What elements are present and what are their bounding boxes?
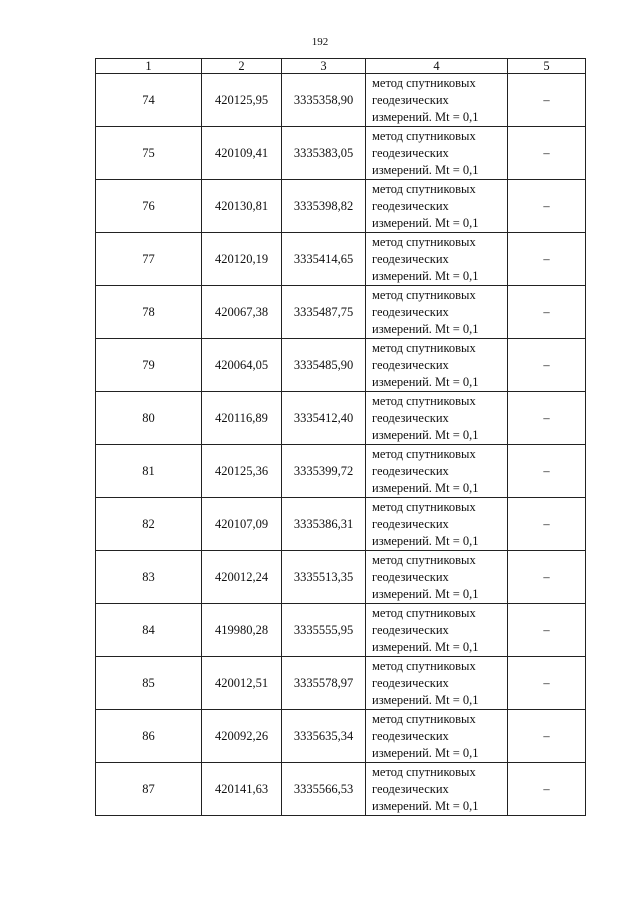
method-line: измерений. Mt = 0,1 — [372, 162, 479, 177]
method-line: геодезических — [372, 410, 449, 425]
column-5-value: – — [508, 233, 586, 286]
method-line: измерений. Mt = 0,1 — [372, 109, 479, 124]
point-number: 82 — [96, 498, 202, 551]
column-5-value: – — [508, 339, 586, 392]
method-line: измерений. Mt = 0,1 — [372, 533, 479, 548]
point-number: 74 — [96, 74, 202, 127]
method-line: метод спутниковых — [372, 711, 476, 726]
column-header-3: 3 — [282, 59, 366, 74]
method-line: измерений. Mt = 0,1 — [372, 215, 479, 230]
column-5-value: – — [508, 127, 586, 180]
method-description — [366, 339, 508, 392]
method-line: геодезических — [372, 516, 449, 531]
coordinate-y: 3335635,34 — [282, 710, 366, 763]
column-5-value: – — [508, 604, 586, 657]
coordinate-x: 420130,81 — [202, 180, 282, 233]
point-number: 77 — [96, 233, 202, 286]
table-row — [96, 763, 586, 816]
method-description — [366, 286, 508, 339]
point-number: 83 — [96, 551, 202, 604]
table-row — [96, 286, 586, 339]
coordinate-y: 3335578,97 — [282, 657, 366, 710]
coordinate-x: 420067,38 — [202, 286, 282, 339]
table-row — [96, 445, 586, 498]
method-line: геодезических — [372, 781, 449, 796]
coordinate-y: 3335412,40 — [282, 392, 366, 445]
page-number: 192 — [311, 36, 329, 48]
column-header-4: 4 — [366, 59, 508, 74]
table-row — [96, 710, 586, 763]
method-line: геодезических — [372, 251, 449, 266]
column-header-5: 5 — [508, 59, 586, 74]
coordinate-x: 420064,05 — [202, 339, 282, 392]
coordinate-x: 420107,09 — [202, 498, 282, 551]
coordinate-y: 3335485,90 — [282, 339, 366, 392]
method-line: измерений. Mt = 0,1 — [372, 268, 479, 283]
table-row — [96, 551, 586, 604]
method-line: геодезических — [372, 728, 449, 743]
method-line: измерений. Mt = 0,1 — [372, 480, 479, 495]
method-line: метод спутниковых — [372, 393, 476, 408]
point-number: 87 — [96, 763, 202, 816]
coordinate-y: 3335555,95 — [282, 604, 366, 657]
column-5-value: – — [508, 286, 586, 339]
method-line: метод спутниковых — [372, 764, 476, 779]
point-number: 76 — [96, 180, 202, 233]
method-description — [366, 763, 508, 816]
column-5-value: – — [508, 657, 586, 710]
table-row — [96, 657, 586, 710]
point-number: 86 — [96, 710, 202, 763]
method-line: метод спутниковых — [372, 287, 476, 302]
column-5-value: – — [508, 445, 586, 498]
method-description — [366, 392, 508, 445]
coordinate-y: 3335383,05 — [282, 127, 366, 180]
table-row — [96, 233, 586, 286]
column-5-value: – — [508, 551, 586, 604]
coordinate-x: 420012,51 — [202, 657, 282, 710]
coordinate-x: 420125,36 — [202, 445, 282, 498]
table-row — [96, 180, 586, 233]
method-line: измерений. Mt = 0,1 — [372, 586, 479, 601]
method-line: геодезических — [372, 569, 449, 584]
table-row — [96, 127, 586, 180]
table-row — [96, 498, 586, 551]
method-line: геодезических — [372, 304, 449, 319]
coordinate-x: 420116,89 — [202, 392, 282, 445]
point-number: 78 — [96, 286, 202, 339]
column-header-2: 2 — [202, 59, 282, 74]
method-line: метод спутниковых — [372, 552, 476, 567]
method-line: метод спутниковых — [372, 340, 476, 355]
method-line: измерений. Mt = 0,1 — [372, 798, 479, 813]
method-line: метод спутниковых — [372, 234, 476, 249]
table-row — [96, 74, 586, 127]
point-number: 81 — [96, 445, 202, 498]
method-description — [366, 233, 508, 286]
method-description — [366, 498, 508, 551]
method-line: измерений. Mt = 0,1 — [372, 374, 479, 389]
coordinate-x: 420141,63 — [202, 763, 282, 816]
coordinate-x: 420109,41 — [202, 127, 282, 180]
point-number: 85 — [96, 657, 202, 710]
method-description — [366, 127, 508, 180]
method-line: метод спутниковых — [372, 446, 476, 461]
coordinate-x: 420120,19 — [202, 233, 282, 286]
column-5-value: – — [508, 392, 586, 445]
method-line: геодезических — [372, 675, 449, 690]
method-line: метод спутниковых — [372, 658, 476, 673]
column-5-value: – — [508, 710, 586, 763]
method-description — [366, 180, 508, 233]
table-row — [96, 392, 586, 445]
coordinate-x: 419980,28 — [202, 604, 282, 657]
method-description — [366, 551, 508, 604]
table-row — [96, 604, 586, 657]
column-5-value: – — [508, 74, 586, 127]
point-number: 80 — [96, 392, 202, 445]
method-description — [366, 445, 508, 498]
method-line: измерений. Mt = 0,1 — [372, 639, 479, 654]
point-number: 75 — [96, 127, 202, 180]
method-description — [366, 657, 508, 710]
method-line: метод спутниковых — [372, 75, 476, 90]
column-5-value: – — [508, 180, 586, 233]
column-header-1: 1 — [96, 59, 202, 74]
method-line: геодезических — [372, 145, 449, 160]
point-number: 79 — [96, 339, 202, 392]
coordinate-y: 3335398,82 — [282, 180, 366, 233]
method-line: геодезических — [372, 92, 449, 107]
point-number: 84 — [96, 604, 202, 657]
method-line: геодезических — [372, 357, 449, 372]
method-line: измерений. Mt = 0,1 — [372, 745, 479, 760]
table-row — [96, 339, 586, 392]
coordinate-y: 3335513,35 — [282, 551, 366, 604]
coordinate-x: 420012,24 — [202, 551, 282, 604]
method-line: метод спутниковых — [372, 605, 476, 620]
coordinate-y: 3335566,53 — [282, 763, 366, 816]
method-line: метод спутниковых — [372, 181, 476, 196]
coordinate-y: 3335358,90 — [282, 74, 366, 127]
coordinate-x: 420125,95 — [202, 74, 282, 127]
method-line: геодезических — [372, 463, 449, 478]
method-line: измерений. Mt = 0,1 — [372, 321, 479, 336]
method-line: измерений. Mt = 0,1 — [372, 427, 479, 442]
column-5-value: – — [508, 498, 586, 551]
method-description — [366, 710, 508, 763]
column-5-value: – — [508, 763, 586, 816]
method-line: геодезических — [372, 198, 449, 213]
method-line: измерений. Mt = 0,1 — [372, 692, 479, 707]
method-line: метод спутниковых — [372, 499, 476, 514]
method-description — [366, 74, 508, 127]
coordinate-y: 3335399,72 — [282, 445, 366, 498]
coordinate-x: 420092,26 — [202, 710, 282, 763]
method-line: метод спутниковых — [372, 128, 476, 143]
coordinate-y: 3335487,75 — [282, 286, 366, 339]
coordinate-y: 3335414,65 — [282, 233, 366, 286]
method-description — [366, 604, 508, 657]
table-header-row — [96, 59, 586, 74]
coordinate-y: 3335386,31 — [282, 498, 366, 551]
method-line: геодезических — [372, 622, 449, 637]
coordinates-table — [95, 58, 586, 816]
